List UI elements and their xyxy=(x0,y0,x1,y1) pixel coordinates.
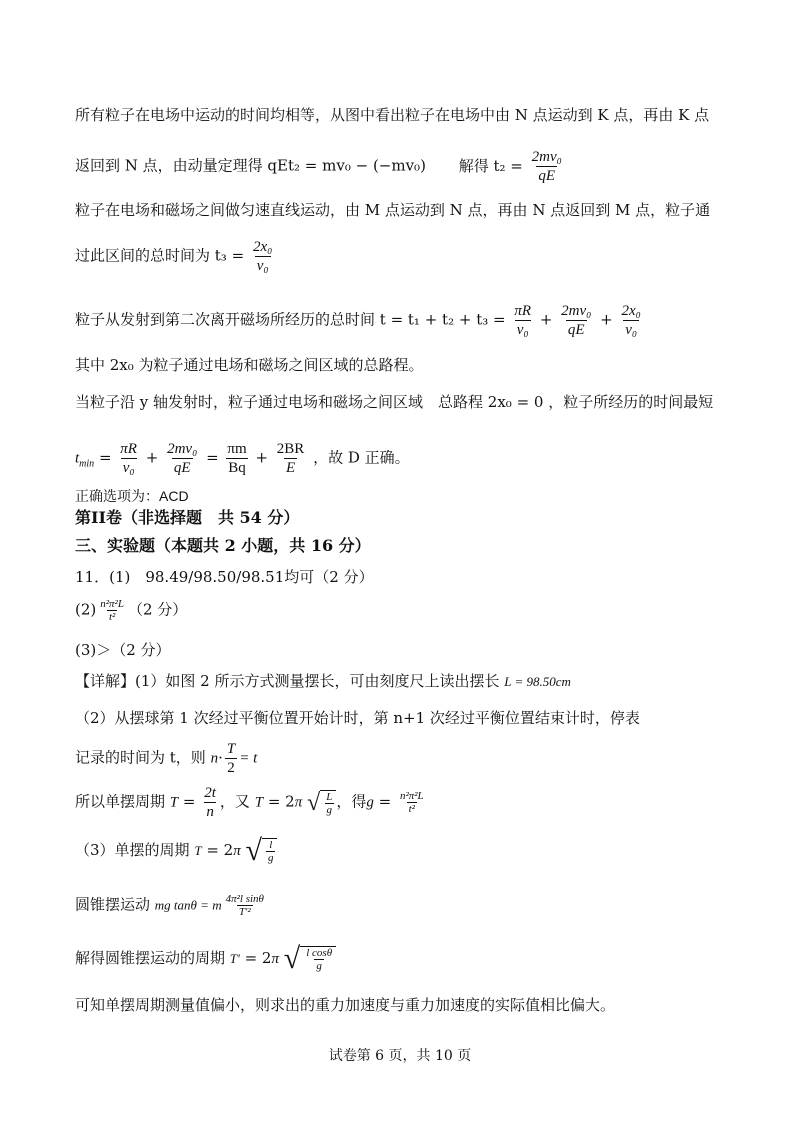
detail-line-2: （2）从摆球第 1 次经过平衡位置开始计时，第 n+1 次经过平衡位置结束计时，停表 xyxy=(75,709,640,727)
section-heading-experiment: 三、实验题（本题共 2 小题，共 16 分） xyxy=(75,536,371,555)
text-line-1: 所有粒子在电场中运动的时间均相等，从图中看出粒子在电场中由 N 点运动到 K 点，再由 K 点 xyxy=(75,106,710,124)
detail-line-7: 解得圆锥摆运动的周期 T' = 2π √ $\frac{\text{l cosθ}}{g}$ xyxy=(75,946,336,972)
question-11-part-1: 11．(1) 98.49/98.50/98.51均可（2 分） xyxy=(75,568,374,586)
question-11-part-2: (2) $\frac{\text{n²π²L}}{\text{t²}}$ （2 分） xyxy=(75,598,188,623)
text-line-4: 过此区间的总时间为 t₃ = $\frac{\text{2x₀}}{\text{v₀}}$ xyxy=(75,239,273,274)
text-line-3: 粒子在电场和磁场之间做匀速直线运动，由 M 点运动到 N 点，再由 N 点返回到 M 点，粒子通 xyxy=(75,201,711,219)
detail-line-4: 所以单摆周期 T = $\frac{2t}{n}$ ，又 T = 2π √ $\frac{L}{g}$ ，得g = $\frac{\text{n²π²L}}{\text{t²}}$ xyxy=(75,785,424,820)
t2-fraction: $\frac{\text{2mv₀}}{qE}$ xyxy=(531,149,562,184)
t3-fraction: $\frac{\text{2x₀}}{\text{v₀}}$ xyxy=(252,239,273,274)
detail-line-3: 记录的时间为 t，则 n· $\frac{T}{2}$ = t xyxy=(75,741,258,776)
detail-line-6: 圆锥摆运动 mg tanθ = m $\frac{\text{4π²l sinθ}}{\text{T'²}}$ xyxy=(75,893,264,918)
page-footer: 试卷第 6 页，共 10 页 xyxy=(328,1048,472,1064)
sqrt-lcos-over-g: √ $\frac{\text{l cosθ}}{g}$ xyxy=(284,946,336,972)
sqrt-l-over-g: √ $\frac{l}{g}$ xyxy=(246,838,278,864)
question-11-part-3: (3)＞（2 分） xyxy=(75,641,171,659)
sqrt-L-over-g: √ $\frac{L}{g}$ xyxy=(307,790,336,816)
text-line-7: 当粒子沿 y 轴发射时，粒子通过电场和磁场之间区域 总路程 2x₀ = 0 ，粒子所经历的时间最短 xyxy=(75,393,714,411)
line-2-momentum-equation: 返回到 N 点，由动量定理得 qEt₂ = mv₀ − (−mv₀) xyxy=(75,156,426,175)
conclusion-line: 可知单摆周期测量值偏小，则求出的重力加速度与重力加速度的实际值相比偏大。 xyxy=(75,996,616,1014)
answer-options: 正确选项为：ACD xyxy=(75,488,189,504)
text-line-5: 粒子从发射到第二次离开磁场所经历的总时间 t = t₁ + t₂ + t₃ = $\frac{\pi R}{\text{v₀}}$ + $\frac{\text{2mv₀}}{qE}$ + $\frac{\text{2x₀}}{\text{v₀}}$ xyxy=(75,303,641,338)
detail-line-5: （3）单摆的周期 T = 2π √ $\frac{l}{g}$ xyxy=(75,838,277,864)
line-2-solution-label: 解得 t₂ = xyxy=(458,156,523,175)
section-heading-part-2: 第II卷（非选择题 共 54 分） xyxy=(75,508,300,527)
detail-line-1: 【详解】(1）如图 2 所示方式测量摆长，可由刻度尺上读出摆长 L = 98.50cm xyxy=(75,672,571,690)
text-line-2 xyxy=(75,148,566,185)
text-line-6: 其中 2x₀ 为粒子通过电场和磁场之间区域的总路程。 xyxy=(75,356,424,374)
text-line-8: $t_{min}$ = $\frac{\pi R}{\text{v₀}}$ + $\frac{\text{2mv₀}}{qE}$ = $\frac{\pi m}{Bq}$ + $\frac{2BR}{E}$ ，故 D 正确。 xyxy=(75,441,410,476)
